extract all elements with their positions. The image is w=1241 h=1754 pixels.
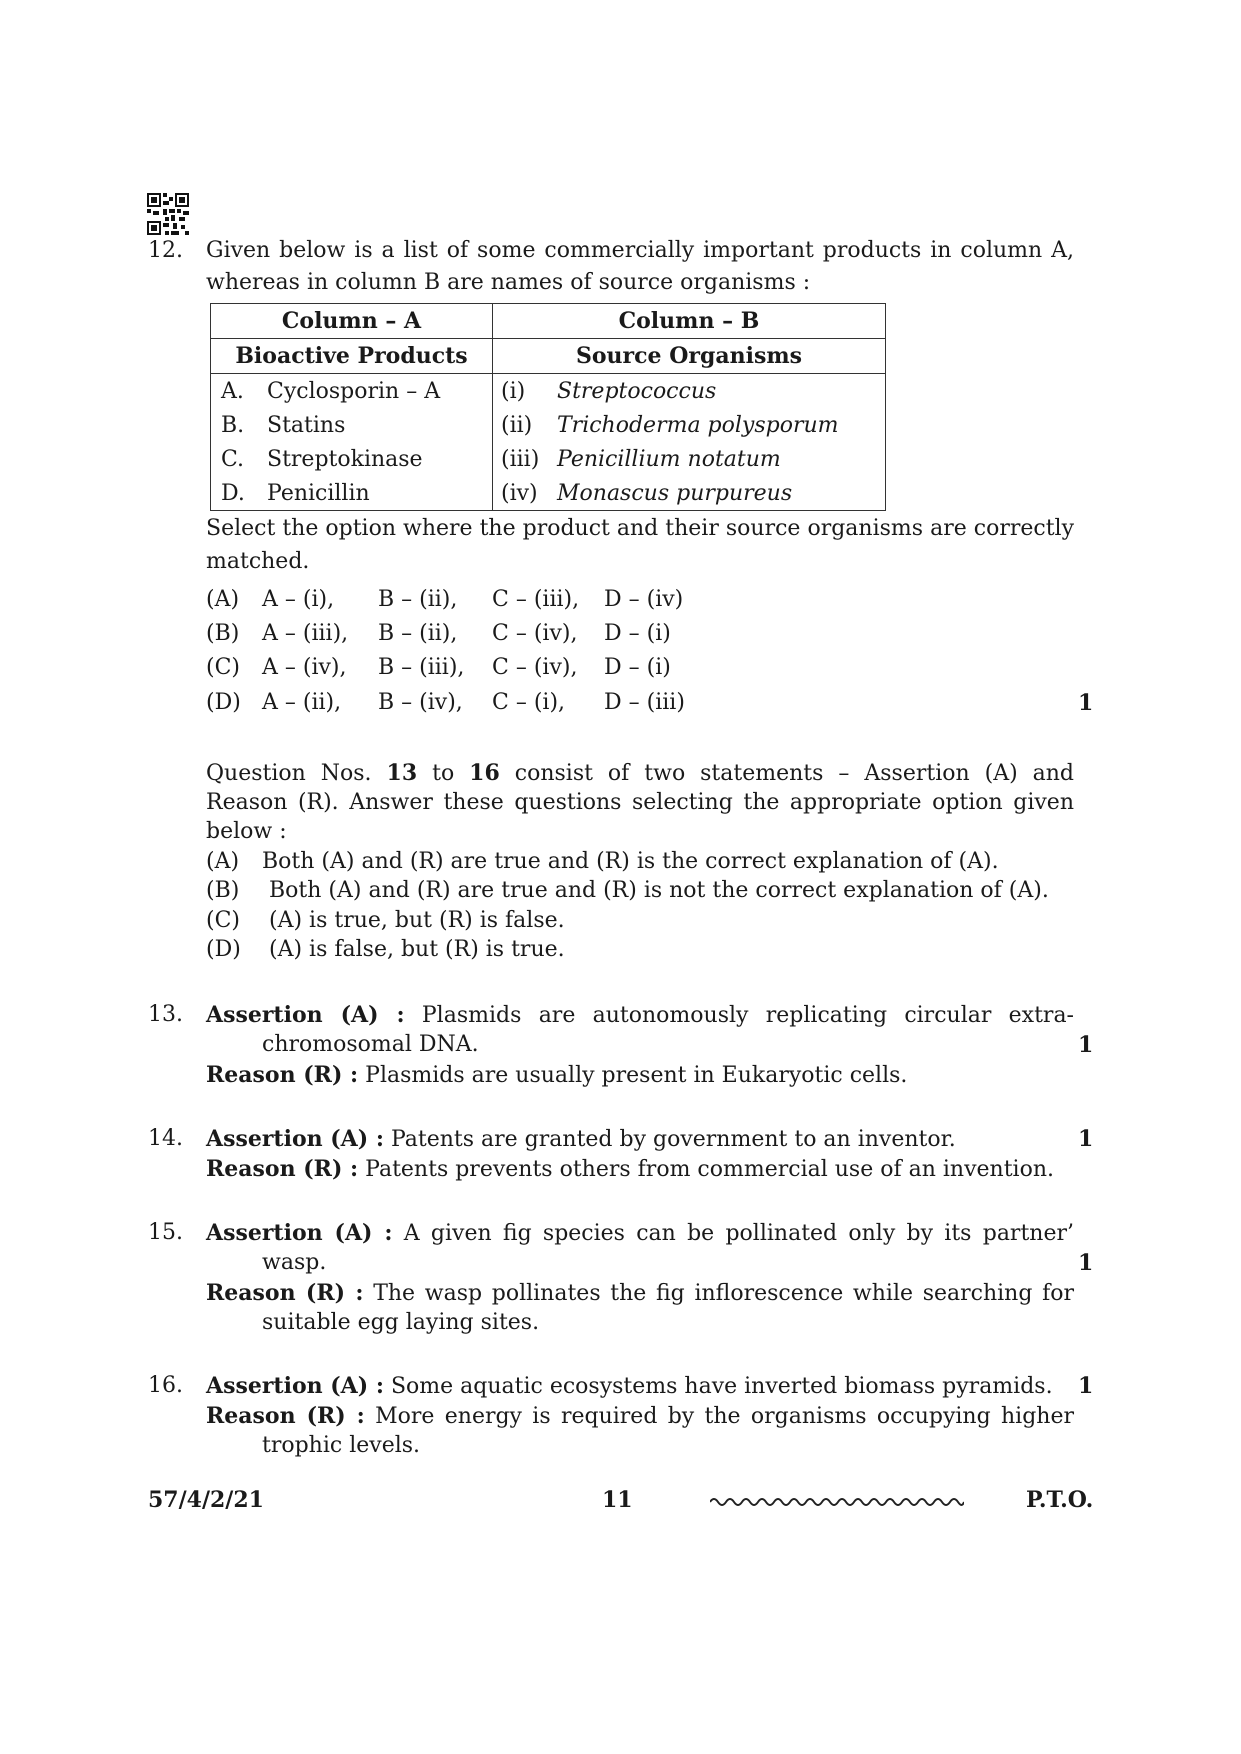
assertion-label: Assertion (A) :: [206, 1126, 384, 1152]
reason-text: Plasmids are usually present in Eukaryotic cells.: [365, 1063, 908, 1088]
choice-text: Both (A) and (R) are true and (R) is the correct explanation of (A).: [262, 849, 999, 874]
row-c-label: C.: [221, 446, 245, 472]
qr-code-icon: [147, 193, 189, 235]
q15-reason-line2: suitable egg laying sites.: [262, 1310, 540, 1335]
reason-label: Reason (R) :: [206, 1062, 359, 1088]
choice-a: [206, 849, 999, 874]
q13-assertion-line2: chromosomal DNA.: [262, 1032, 479, 1057]
assertion-text: Plasmids are autonomously replicating circular extra-: [421, 1003, 1074, 1028]
match-table: [210, 303, 886, 511]
column-b-header: Column – B: [493, 304, 886, 339]
q16-marks: 1: [1078, 1373, 1094, 1399]
q16-reason-line1: [206, 1403, 1074, 1429]
option-part-c: C – (iii),: [492, 587, 580, 612]
option-part-c: C – (iv),: [492, 621, 578, 646]
assertion-text: Some aquatic ecosystems have inverted biomass pyramids.: [390, 1374, 1053, 1399]
option-part-a: A – (i),: [262, 587, 335, 612]
option-part-c: C – (i),: [492, 690, 566, 715]
reason-text: The wasp pollinates the fig inflorescence while searching for: [373, 1281, 1074, 1306]
organism-name: Trichoderma polysporum: [557, 412, 839, 438]
reason-label: Reason (R) :: [206, 1156, 359, 1182]
paper-code: 57/4/2/21: [148, 1487, 264, 1513]
option-part-d: D – (i): [604, 655, 671, 680]
q15-reason-line1: [206, 1280, 1074, 1306]
q16-assertion: [206, 1373, 1053, 1399]
choice-text: (A) is true, but (R) is false.: [269, 908, 565, 933]
column-a-subheader: Bioactive Products: [211, 339, 493, 374]
question-15-number: 15.: [148, 1220, 183, 1245]
option-label: (C): [206, 655, 240, 680]
option-label: (B): [206, 621, 240, 646]
reason-label: Reason (R) :: [206, 1280, 364, 1306]
column-a-header: Column – A: [211, 304, 493, 339]
option-label: (D): [206, 690, 241, 715]
q12-select-line2: matched.: [206, 549, 310, 574]
choice-d: [206, 937, 565, 962]
reason-text: More energy is required by the organisms occupying higher: [375, 1404, 1074, 1429]
choice-label: (B): [206, 878, 240, 903]
q16-reason-line2: trophic levels.: [262, 1433, 421, 1458]
option-part-d: D – (i): [604, 621, 671, 646]
option-part-d: D – (iv): [604, 587, 684, 612]
product-name: Streptokinase: [267, 446, 423, 472]
q13-reason: [206, 1062, 907, 1088]
q12-intro-line1: Given below is a list of some commercially important products in column A,: [206, 238, 1074, 263]
instructions-pre: Question Nos.: [206, 761, 372, 786]
q12-intro-line2: whereas in column B are names of source organisms :: [206, 270, 811, 295]
reason-text: Patents prevents others from commercial use of an invention.: [365, 1157, 1054, 1182]
choice-label: (C): [206, 908, 240, 933]
row-d-label: D.: [221, 480, 245, 506]
q15-assertion-line1: [206, 1220, 1074, 1246]
wavy-line-decoration: [710, 1495, 964, 1509]
instructions-line2: Reason (R). Answer these questions selecting the appropriate option given: [206, 790, 1074, 815]
product-name: Penicillin: [267, 480, 370, 506]
page-number: 11: [602, 1487, 633, 1513]
organism-label: (iv): [501, 480, 538, 506]
pto-label: P.T.O.: [1026, 1487, 1094, 1513]
option-part-a: A – (iii),: [262, 621, 349, 646]
organism-label: (ii): [501, 412, 533, 438]
assertion-text: A given fig species can be pollinated only by its partner’: [403, 1221, 1074, 1246]
q15-assertion-line2: wasp.: [262, 1250, 327, 1275]
organism-name: Streptococcus: [557, 378, 717, 404]
option-part-b: B – (iv),: [378, 690, 463, 715]
option-label: (A): [206, 587, 240, 612]
assertion-text: Patents are granted by government to an inventor.: [390, 1127, 956, 1152]
row-b-label: B.: [221, 412, 245, 438]
question-13-number: 13.: [148, 1002, 183, 1027]
instructions-to: to: [432, 761, 455, 786]
choice-label: (A): [206, 849, 240, 874]
organism-name: Monascus purpureus: [557, 480, 793, 506]
q13-assertion-line1: [206, 1002, 1074, 1028]
option-part-c: C – (iv),: [492, 655, 578, 680]
option-part-d: D – (iii): [604, 690, 685, 715]
instructions-line3: below :: [206, 819, 287, 844]
option-part-a: A – (ii),: [262, 690, 342, 715]
instructions-post: consist of two statements – Assertion (A) and: [514, 761, 1074, 786]
option-part-b: B – (ii),: [378, 587, 458, 612]
q14-assertion: [206, 1126, 956, 1152]
table-row: [211, 476, 886, 511]
question-14-number: 14.: [148, 1126, 183, 1151]
organism-name: Penicillium notatum: [557, 446, 781, 472]
instructions-n2: 16: [469, 760, 500, 786]
choice-b: [206, 878, 1049, 903]
choice-label: (D): [206, 937, 241, 962]
organism-label: (i): [501, 378, 526, 404]
q14-marks: 1: [1078, 1126, 1094, 1152]
option-part-b: B – (ii),: [378, 621, 458, 646]
question-16-number: 16.: [148, 1373, 183, 1398]
q13-marks: 1: [1078, 1032, 1094, 1058]
option-part-a: A – (iv),: [262, 655, 347, 680]
q14-reason: [206, 1156, 1054, 1182]
instructions-n1: 13: [386, 760, 418, 786]
table-row: [211, 374, 886, 409]
assertion-label: Assertion (A) :: [206, 1220, 393, 1246]
choice-c: [206, 908, 565, 933]
assertion-label: Assertion (A) :: [206, 1002, 405, 1028]
choice-text: Both (A) and (R) are true and (R) is not the correct explanation of (A).: [269, 878, 1049, 903]
option-part-b: B – (iii),: [378, 655, 465, 680]
row-a-label: A.: [221, 378, 244, 404]
organism-label: (iii): [501, 446, 540, 472]
product-name: Statins: [267, 412, 346, 438]
question-12-number: 12.: [148, 238, 183, 263]
product-name: Cyclosporin – A: [267, 378, 441, 404]
table-row: [211, 408, 886, 442]
assertion-label: Assertion (A) :: [206, 1373, 384, 1399]
q12-select-line1: Select the option where the product and their source organisms are correctly: [206, 516, 1074, 541]
choice-text: (A) is false, but (R) is true.: [269, 937, 565, 962]
instructions-line1: [206, 760, 1074, 786]
q12-marks: 1: [1078, 690, 1094, 716]
column-b-subheader: Source Organisms: [493, 339, 886, 374]
q15-marks: 1: [1078, 1250, 1094, 1276]
table-row: [211, 442, 886, 476]
reason-label: Reason (R) :: [206, 1403, 365, 1429]
